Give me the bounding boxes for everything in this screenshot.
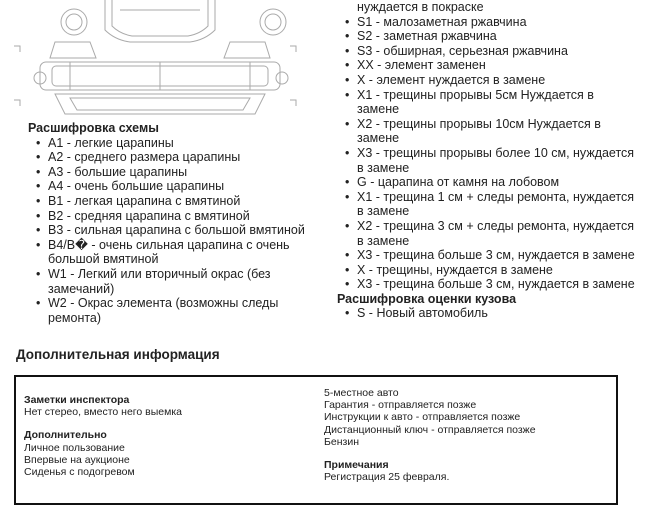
- list-item: • S3 - обширная, серьезная ржавчина: [337, 44, 637, 59]
- legend-list: [28, 136, 328, 326]
- list-item: • X - элемент нуждается в замене: [337, 73, 637, 88]
- list-item: • A2 - среднего размера царапины: [28, 150, 328, 165]
- body-rating-list: [337, 306, 637, 321]
- list-item: • XX - элемент заменен: [337, 58, 637, 73]
- list-item: • G - царапина от камня на лобовом: [337, 175, 637, 190]
- list-item: • A3 - большие царапины: [28, 165, 328, 180]
- car-damage-diagram: [0, 0, 320, 118]
- legend-section: [28, 121, 328, 325]
- legend-title: Расшифровка схемы: [28, 121, 159, 135]
- list-item: • S1 - малозаметная ржавчина: [337, 15, 637, 30]
- damage-codes-section: [337, 0, 637, 321]
- info-left-column: [24, 394, 314, 478]
- notes-title: Примечания: [324, 459, 389, 472]
- partial-line: нуждается в покраске: [357, 0, 484, 14]
- info-right-column: [324, 387, 604, 483]
- list-item: Дистанционный ключ - отправляется позже: [324, 423, 536, 436]
- list-item: • B3 - сильная царапина с большой вмятиной: [28, 223, 328, 238]
- list-item: • X2 - трещина 3 см + следы ремонта, нуждается в замене: [337, 219, 637, 248]
- list-item: • B4/B� - очень сильная царапина с очень большой вмятиной: [28, 238, 328, 267]
- list-item: • A4 - очень большие царапины: [28, 179, 328, 194]
- list-item: • X - трещины, нуждается в замене: [337, 263, 637, 278]
- additional-title: Дополнительно: [24, 429, 107, 442]
- extra-info-title: Дополнительная информация: [16, 347, 220, 362]
- list-item: • S2 - заметная ржавчина: [337, 29, 637, 44]
- body-rating-title: Расшифровка оценки кузова: [337, 291, 517, 306]
- list-item: Гарантия - отправляется позже: [324, 399, 477, 412]
- list-item: Бензин: [324, 435, 360, 448]
- list-item: • X2 - трещины прорывы 10см Нуждается в замене: [337, 117, 637, 146]
- extra-info-box: [14, 375, 618, 505]
- list-item: • A1 - легкие царапины: [28, 136, 328, 151]
- list-item: Инструкции к авто - отправляется позже: [324, 411, 521, 424]
- list-item: • X3 - трещина больше 3 см, нуждается в замене: [337, 277, 637, 292]
- list-item: • B1 - легкая царапина с вмятиной: [28, 194, 328, 209]
- list-item: • B2 - средняя царапина с вмятиной: [28, 209, 328, 224]
- list-item: Впервые на аукционе: [24, 453, 130, 466]
- damage-codes-list: [337, 15, 637, 292]
- list-item: Сиденья с подогревом: [24, 466, 135, 479]
- list-item: Личное пользование: [24, 441, 125, 454]
- list-item: • X3 - трещины прорывы более 10 см, нуждается в замене: [337, 146, 637, 175]
- inspector-notes-title: Заметки инспектора: [24, 394, 130, 406]
- list-item: 5-местное авто: [324, 387, 399, 399]
- list-item: • X1 - трещины прорывы 5см Нуждается в замене: [337, 88, 637, 117]
- list-item: • W2 - Окрас элемента (возможны следы ремонта): [28, 296, 328, 325]
- list-item: Регистрация 25 февраля.: [324, 471, 450, 484]
- list-item: • X1 - трещина 1 см + следы ремонта, нуждается в замене: [337, 190, 637, 219]
- list-item: • S - Новый автомобиль: [337, 306, 637, 321]
- list-item: • W1 - Легкий или вторичный окрас (без замечаний): [28, 267, 328, 296]
- list-item: • X3 - трещина больше 3 см, нуждается в замене: [337, 248, 637, 263]
- inspector-note: Нет стерео, вместо него выемка: [24, 406, 182, 419]
